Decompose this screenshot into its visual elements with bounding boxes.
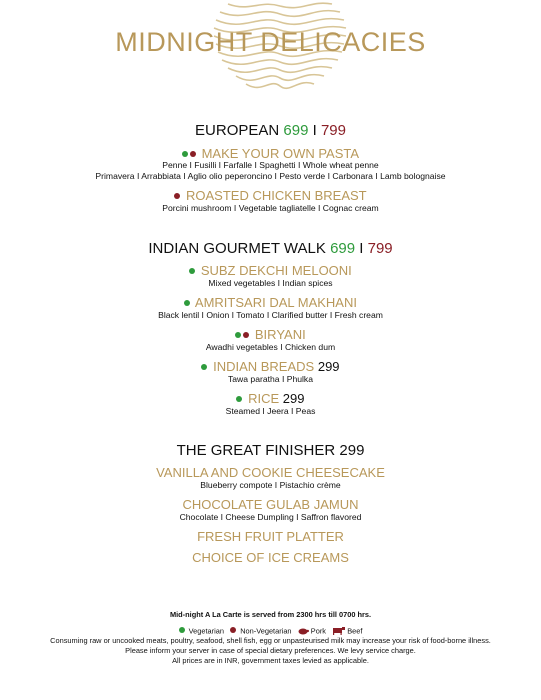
indian-price-nonveg: 799: [367, 240, 393, 257]
european-price-veg: 699: [283, 122, 309, 139]
veg-dot-icon: [236, 396, 242, 402]
pork-icon: [298, 628, 309, 635]
item-name: MAKE YOUR OWN PASTA: [201, 146, 360, 161]
veg-dot-icon: [201, 364, 207, 370]
tax-note: All prices are in INR, government taxes levied as applicable.: [172, 656, 369, 665]
item-desc: Steamed I Jeera I Peas: [225, 406, 316, 416]
beef-icon: [332, 627, 345, 635]
european-price-nonveg: 799: [320, 122, 346, 139]
legend-pork: Pork: [310, 626, 326, 636]
finisher-heading: [0, 442, 541, 459]
item-desc: Penne I Fusilli I Farfalle I Spaghetti I Whole wheat penne: [162, 160, 379, 170]
item-name: SUBZ DEKCHI MELOONI: [200, 263, 352, 278]
item-name: AMRITSARI DAL MAKHANI: [194, 295, 357, 310]
european-title: EUROPEAN: [195, 122, 280, 139]
item-price: 299: [282, 391, 305, 406]
menu-item-breads: [0, 359, 541, 374]
page-title: MIDNIGHT DELICACIES: [115, 27, 426, 57]
item-desc: Primavera I Arrabbiata I Aglio olio peperoncino I Pesto verde I Carbonara I Lamb bolognaise: [95, 171, 446, 181]
finisher-price: 299: [339, 442, 365, 459]
veg-dot-icon: [179, 627, 185, 633]
indian-heading: [0, 240, 541, 257]
menu-item-fruit-platter: FRESH FRUIT PLATTER: [197, 529, 344, 544]
price-separator: I: [312, 122, 317, 139]
menu-item-cheesecake: VANILLA AND COOKIE CHEESECAKE: [156, 465, 385, 480]
menu-item-pasta: [0, 146, 541, 161]
item-name: ROASTED CHICKEN BREAST: [186, 188, 367, 203]
nonveg-dot-icon: [190, 151, 196, 157]
item-desc: Chocolate I Cheese Dumpling I Saffron flavored: [179, 512, 362, 522]
legend-beef: Beef: [347, 626, 363, 636]
dietary-note: Please inform your server in case of special dietary preferences. We levy service charge.: [125, 646, 416, 655]
menu-item-gulab-jamun: CHOCOLATE GULAB JAMUN: [182, 497, 359, 512]
item-price: 299: [317, 359, 340, 374]
indian-title: INDIAN GOURMET WALK: [148, 240, 326, 257]
menu-item-rice: [0, 391, 541, 406]
veg-dot-icon: [189, 268, 195, 274]
veg-dot-icon: [182, 151, 188, 157]
item-desc: Awadhi vegetables I Chicken dum: [205, 342, 336, 352]
legend-nonveg: Non-Vegetarian: [240, 626, 292, 636]
item-desc: Mixed vegetables I Indian spices: [208, 278, 333, 288]
indian-price-veg: 699: [330, 240, 356, 257]
menu-item-ice-creams: CHOICE OF ICE CREAMS: [192, 550, 349, 565]
nonveg-dot-icon: [243, 332, 249, 338]
diet-legend: [0, 626, 541, 636]
legend-veg: Vegetarian: [188, 626, 224, 636]
nonveg-dot-icon: [174, 193, 180, 199]
price-separator: I: [359, 240, 364, 257]
finisher-title: THE GREAT FINISHER: [176, 442, 336, 459]
item-desc: Porcini mushroom I Vegetable tagliatelle I Cognac cream: [162, 203, 379, 213]
menu-item-biryani: [0, 327, 541, 342]
veg-dot-icon: [184, 300, 190, 306]
foodborne-warning: Consuming raw or uncooked meats, poultry, seafood, shell fish, egg or unpasteurised milk may increase your risk of food-borne illness.: [50, 636, 491, 645]
veg-dot-icon: [235, 332, 241, 338]
served-note: Mid-night A La Carte is served from 2300 hrs till 0700 hrs.: [169, 610, 372, 619]
item-name: BIRYANI: [254, 327, 306, 342]
menu-item-roasted-chicken: [0, 188, 541, 203]
item-name: INDIAN BREADS: [213, 359, 315, 374]
menu-item-dal: [0, 295, 541, 310]
item-desc: Tawa paratha I Phulka: [227, 374, 314, 384]
nonveg-dot-icon: [230, 627, 236, 633]
item-desc: Blueberry compote I Pistachio crème: [200, 480, 341, 490]
item-desc: Black lentil I Onion I Tomato I Clarified butter I Fresh cream: [158, 310, 383, 320]
item-name: RICE: [248, 391, 280, 406]
menu-item-subz: [0, 263, 541, 278]
european-heading: [0, 122, 541, 139]
